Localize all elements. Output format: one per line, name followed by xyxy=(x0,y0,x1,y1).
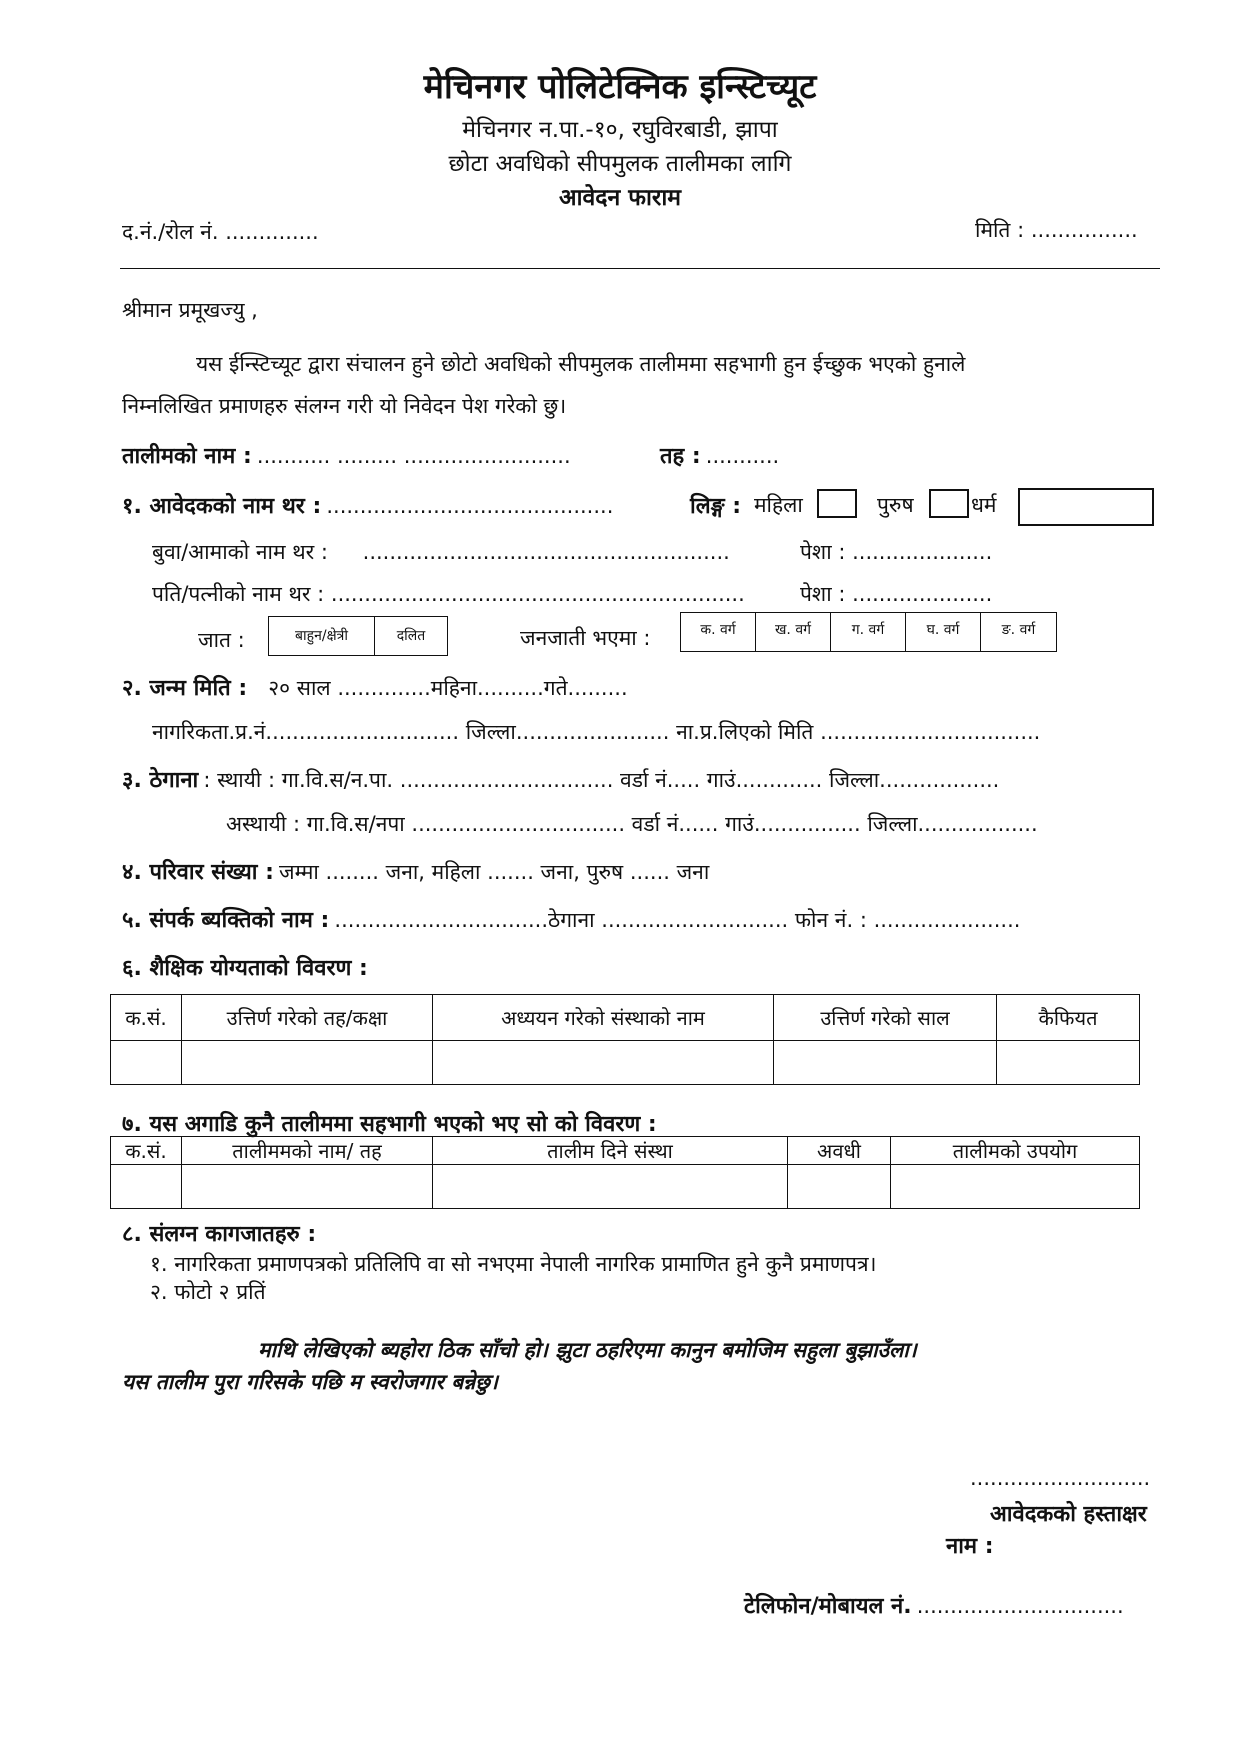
signature-label: आवेदकको हस्ताक्षर xyxy=(990,1502,1147,1527)
address-label: ३. ठेगाना xyxy=(122,768,199,793)
institute-title: मेचिनगर पोलिटेक्निक इन्स्टिच्यूट xyxy=(423,67,817,107)
education-cell[interactable] xyxy=(433,1041,774,1085)
education-col-level: उत्तिर्ण गरेको तह/कक्षा xyxy=(182,995,433,1041)
applicant-name-field[interactable] xyxy=(122,490,613,520)
parent-name-dots: ....................................................... xyxy=(362,540,730,564)
religion-label: धर्म xyxy=(971,493,997,517)
address-permanent-field[interactable] xyxy=(122,764,999,794)
prior-training-header-row xyxy=(111,1137,1140,1165)
janajati-option-ka[interactable]: क. वर्ग xyxy=(680,612,756,652)
parent-occupation-dots: ..................... xyxy=(852,540,993,564)
janajati-label: जनजाती भएमा : xyxy=(520,626,651,650)
attachment-item-2: २. फोटो २ प्रतिं xyxy=(150,1280,266,1304)
training-name-field[interactable] xyxy=(122,440,571,470)
signature-line[interactable]: ........................... xyxy=(970,1466,1151,1490)
spouse-name-field[interactable] xyxy=(152,580,745,608)
parent-name-label: बुवा/आमाको नाम थर : xyxy=(152,540,328,564)
family-count-text: जम्मा ........ जना, महिला ....... जना, पुरुष ...... जना xyxy=(279,860,710,884)
parent-occupation-field[interactable] xyxy=(800,538,992,566)
applicant-name-sign-label: नाम : xyxy=(946,1534,994,1559)
parent-occupation-label: पेशा : xyxy=(800,540,846,564)
prior-training-col-institution: तालीम दिने संस्था xyxy=(433,1137,788,1165)
date-field[interactable] xyxy=(975,216,1138,244)
roll-number-label: द.नं./रोल नं. xyxy=(122,220,219,244)
spouse-occupation-label: पेशा : xyxy=(800,582,846,606)
roll-number-dots: .............. xyxy=(225,220,319,244)
birth-date-text: २० साल ..............महिना..........गते......... xyxy=(268,676,628,700)
date-dots: ................ xyxy=(1030,218,1138,242)
parent-name-field[interactable] xyxy=(152,538,730,566)
attachment-item-1: १. नागरिकता प्रमाणपत्रको प्रतिलिपि वा सो नभएमा नेपाली नागरिक प्रामाणित हुने कुनै प्रमाणपत्र। xyxy=(150,1252,877,1276)
birth-date-label: २. जन्म मिति : xyxy=(122,676,248,701)
applicant-name-dots: ........................................... xyxy=(326,494,614,518)
phone-dots: ............................... xyxy=(916,1594,1124,1618)
training-level-label: तह : xyxy=(660,444,701,469)
declaration-line-1: माथि लेखिएको ब्यहोरा ठिक साँचो हो। झुटा ठहरिएमा कानुन बमोजिम सहुला बुझाउँला। xyxy=(258,1338,917,1362)
training-level-field[interactable] xyxy=(660,440,779,470)
intro-line-1: यस ईन्स्टिच्यूट द्वारा संचालन हुने छोटो अवधिको सीपमुलक तालीममा सहभागी हुन ईच्छुक भएको हुनाले xyxy=(196,352,966,376)
spouse-name-dots: .............................................................. xyxy=(330,582,745,606)
gender-label: लिङ्ग : xyxy=(690,494,741,519)
religion-input[interactable] xyxy=(1018,488,1154,526)
janajati-option-gha[interactable]: घ. वर्ग xyxy=(905,612,981,652)
spouse-occupation-dots: ..................... xyxy=(852,582,993,606)
prior-training-cell[interactable] xyxy=(433,1165,788,1209)
education-col-remarks: कैफियत xyxy=(997,995,1140,1041)
prior-training-table xyxy=(110,1136,1140,1209)
form-subtitle: छोटा अवधिको सीपमुलक तालीमका लागि xyxy=(448,151,792,177)
prior-training-col-duration: अवधी xyxy=(788,1137,891,1165)
male-label: पुरुष xyxy=(877,493,914,517)
intro-line-2: निम्नलिखित प्रमाणहरु संलग्न गरी यो निवेदन पेश गरेको छु। xyxy=(122,394,567,418)
citizenship-field[interactable]: नागरिकता.प्र.नं............................. जिल्ला....................... ना.प्र.लिएको मिति ................................. xyxy=(152,720,1041,744)
caste-option-dalit[interactable]: दलित xyxy=(374,616,448,656)
spouse-name-label: पति/पत्नीको नाम थर : xyxy=(152,582,325,606)
education-cell[interactable] xyxy=(182,1041,433,1085)
education-table xyxy=(110,994,1140,1085)
education-cell[interactable] xyxy=(111,1041,182,1085)
phone-label: टेलिफोन/मोबायल नं. xyxy=(744,1594,912,1619)
education-header-row xyxy=(111,995,1140,1041)
prior-training-cell[interactable] xyxy=(111,1165,182,1209)
contact-person-label: ५. संपर्क ब्यक्तिको नाम : xyxy=(122,908,330,933)
training-level-dots: ........... xyxy=(705,444,780,468)
header-divider xyxy=(120,268,1160,269)
contact-person-text: ................................ठेगाना ............................ फोन नं. : ...................... xyxy=(334,908,1021,932)
prior-training-col-sn: क.सं. xyxy=(111,1137,182,1165)
education-col-sn: क.सं. xyxy=(111,995,182,1041)
education-input-row[interactable] xyxy=(111,1041,1140,1085)
applicant-name-label: १. आवेदकको नाम थर : xyxy=(122,494,322,519)
prior-training-cell[interactable] xyxy=(182,1165,433,1209)
form-name: आवेदन फाराम xyxy=(558,185,682,211)
contact-person-field[interactable] xyxy=(122,904,1020,934)
female-checkbox[interactable] xyxy=(817,489,857,518)
caste-label: जात : xyxy=(198,628,245,652)
education-cell[interactable] xyxy=(774,1041,997,1085)
spouse-occupation-field[interactable] xyxy=(800,580,992,608)
prior-training-cell[interactable] xyxy=(891,1165,1140,1209)
address-temporary-field[interactable]: अस्थायी : गा.वि.स/नपा ................................ वर्डा नं...... गाउं................ जिल्ला.................. xyxy=(226,812,1038,836)
education-col-year: उत्तिर्ण गरेको साल xyxy=(774,995,997,1041)
training-name-dots: ........... ......... ......................... xyxy=(256,444,571,468)
caste-option-bahun-chhetri[interactable]: बाहुन/क्षेत्री xyxy=(268,616,375,656)
family-count-label: ४. परिवार संख्या : xyxy=(122,860,274,885)
declaration-line-2: यस तालीम पुरा गरिसके पछि म स्वरोजगार बन्नेछु। xyxy=(122,1370,498,1394)
family-count-field[interactable] xyxy=(122,856,709,886)
phone-field[interactable] xyxy=(744,1590,1124,1620)
attachments-label: ८. संलग्न कागजातहरु : xyxy=(122,1222,317,1247)
institute-address: मेचिनगर न.पा.-१०, रघुविरबाडी, झापा xyxy=(462,117,778,143)
education-col-institution: अध्ययन गरेको संस्थाको नाम xyxy=(433,995,774,1041)
training-name-label: तालीमको नाम : xyxy=(122,444,252,469)
birth-date-field[interactable] xyxy=(122,672,628,702)
education-section-label: ६. शैक्षिक योग्यताको विवरण : xyxy=(122,956,368,981)
prior-training-col-use: तालीमको उपयोग xyxy=(891,1137,1140,1165)
prior-training-input-row[interactable] xyxy=(111,1165,1140,1209)
address-permanent-text: : स्थायी : गा.वि.स/न.पा. ................................ वर्डा नं..... गाउं............. जिल्ला.................. xyxy=(203,768,1000,792)
male-checkbox[interactable] xyxy=(929,489,969,518)
date-label: मिति : xyxy=(975,218,1025,242)
roll-number-field[interactable] xyxy=(122,218,319,246)
janajati-option-nga[interactable]: ङ. वर्ग xyxy=(980,612,1057,652)
prior-training-cell[interactable] xyxy=(788,1165,891,1209)
salutation: श्रीमान प्रमूखज्यु , xyxy=(122,298,258,322)
janajati-option-ga[interactable]: ग. वर्ग xyxy=(830,612,906,652)
female-label: महिला xyxy=(754,493,803,517)
prior-training-col-name: तालीममको नाम/ तह xyxy=(182,1137,433,1165)
prior-training-section-label: ७. यस अगाडि कुनै तालीममा सहभागी भएको भए सो को विवरण : xyxy=(122,1112,657,1137)
janajati-option-kha[interactable]: ख. वर्ग xyxy=(755,612,831,652)
education-cell[interactable] xyxy=(997,1041,1140,1085)
